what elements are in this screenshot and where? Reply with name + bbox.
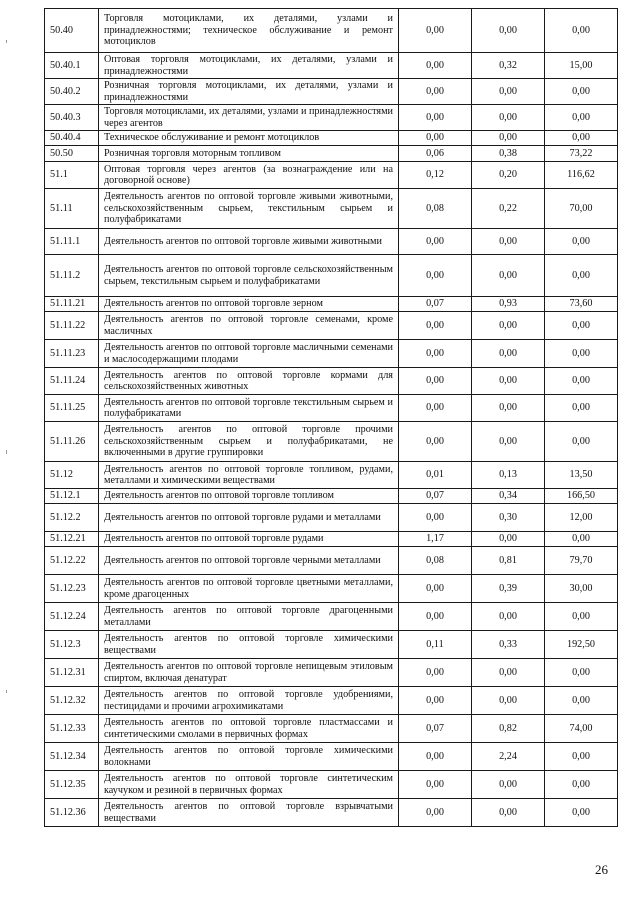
activity-code: 51.11.2 [45,255,99,297]
value-col-1: 0,00 [399,105,472,131]
value-col-1: 0,08 [399,189,472,229]
activity-code: 50.40.4 [45,131,99,146]
value-col-2: 0,00 [472,395,545,422]
value-col-3: 0,00 [545,422,618,462]
activity-code: 51.11.21 [45,297,99,312]
value-col-2: 0,22 [472,189,545,229]
value-col-1: 0,00 [399,53,472,79]
activity-code: 51.11.24 [45,368,99,395]
activity-code: 50.40 [45,9,99,53]
activity-name: Деятельность агентов по оптовой торговле цветными металлами, кроме драгоценных [99,575,399,603]
activity-name: Деятельность агентов по оптовой торговле сельскохозяйственным сырьем, текстильным сырьем и полуфабрикатами [99,255,399,297]
value-col-2: 0,00 [472,105,545,131]
activity-name: Деятельность агентов по оптовой торговле химическими волокнами [99,743,399,771]
table-row [45,771,618,799]
value-col-2: 0,00 [472,687,545,715]
value-col-3: 0,00 [545,687,618,715]
page-number: 26 [595,862,608,877]
activity-code: 51.12 [45,462,99,489]
activity-name: Деятельность агентов по оптовой торговле химическими веществами [99,631,399,659]
activity-code: 51.12.22 [45,547,99,575]
value-col-1: 0,00 [399,312,472,340]
table-row [45,162,618,189]
activity-code: 50.40.1 [45,53,99,79]
value-col-3: 0,00 [545,603,618,631]
value-col-3: 0,00 [545,79,618,105]
value-col-2: 0,00 [472,771,545,799]
value-col-3: 116,62 [545,162,618,189]
activity-name: Деятельность агентов по оптовой торговле семенами, кроме масличных [99,312,399,340]
value-col-2: 0,13 [472,462,545,489]
value-col-1: 0,00 [399,659,472,687]
activity-name: Деятельность агентов по оптовой торговле непищевым этиловым спиртом, включая денатурат [99,659,399,687]
value-col-2: 2,24 [472,743,545,771]
value-col-2: 0,00 [472,532,545,547]
value-col-3: 0,00 [545,340,618,368]
value-col-1: 0,00 [399,422,472,462]
activity-code: 51.12.21 [45,532,99,547]
activity-code: 51.12.33 [45,715,99,743]
activity-code: 51.12.2 [45,504,99,532]
value-col-2: 0,38 [472,146,545,162]
value-col-2: 0,00 [472,603,545,631]
value-col-1: 0,08 [399,547,472,575]
table-row [45,422,618,462]
value-col-2: 0,32 [472,53,545,79]
value-col-2: 0,33 [472,631,545,659]
activity-name: Деятельность агентов по оптовой торговле масличными семенами и маслосодержащими плодами [99,340,399,368]
scan-margin-mark [6,690,7,693]
activity-code: 50.40.2 [45,79,99,105]
activity-name: Деятельность агентов по оптовой торговле прочими сельскохозяйственным сырьем и полуфабрикатами, не включенными в другие группировки [99,422,399,462]
value-col-3: 0,00 [545,532,618,547]
activity-code: 51.1 [45,162,99,189]
value-col-3: 0,00 [545,659,618,687]
value-col-3: 70,00 [545,189,618,229]
activity-name: Розничная торговля мотоциклами, их деталями, узлами и принадлежностями [99,79,399,105]
value-col-2: 0,34 [472,489,545,504]
activity-code: 51.11.23 [45,340,99,368]
activity-code: 51.12.35 [45,771,99,799]
value-col-3: 15,00 [545,53,618,79]
activity-code: 51.12.36 [45,799,99,827]
table-row [45,105,618,131]
value-col-3: 0,00 [545,9,618,53]
scan-margin-mark [6,40,7,43]
value-col-2: 0,00 [472,340,545,368]
table-row [45,146,618,162]
activity-code: 51.12.34 [45,743,99,771]
activity-name: Деятельность агентов по оптовой торговле кормами для сельскохозяйственных животных [99,368,399,395]
table-row [45,575,618,603]
activity-code: 51.12.32 [45,687,99,715]
activity-name: Деятельность агентов по оптовой торговле драгоценными металлами [99,603,399,631]
table-row [45,489,618,504]
activity-name: Деятельность агентов по оптовой торговле зерном [99,297,399,312]
value-col-3: 73,22 [545,146,618,162]
value-col-2: 0,00 [472,255,545,297]
activity-name: Деятельность агентов по оптовой торговле текстильным сырьем и полуфабрикатами [99,395,399,422]
activity-code: 51.12.24 [45,603,99,631]
value-col-1: 0,07 [399,297,472,312]
value-col-1: 0,00 [399,340,472,368]
value-col-3: 12,00 [545,504,618,532]
value-col-1: 0,00 [399,743,472,771]
activity-name: Торговля мотоциклами, их деталями, узлами и принадлежностями; техническое обслуживание и ремонт мотоциклов [99,9,399,53]
table-row [45,603,618,631]
table-row [45,547,618,575]
value-col-3: 73,60 [545,297,618,312]
table-row [45,631,618,659]
activity-name: Деятельность агентов по оптовой торговле живыми животными [99,229,399,255]
activity-code: 51.12.23 [45,575,99,603]
activity-name: Оптовая торговля мотоциклами, их деталями, узлами и принадлежностями [99,53,399,79]
activity-code: 50.40.3 [45,105,99,131]
table-row [45,131,618,146]
value-col-2: 0,20 [472,162,545,189]
activity-code: 51.11.1 [45,229,99,255]
table-row [45,395,618,422]
value-col-1: 0,00 [399,131,472,146]
value-col-1: 0,00 [399,368,472,395]
activity-name: Торговля мотоциклами, их деталями, узлами и принадлежностями через агентов [99,105,399,131]
value-col-2: 0,00 [472,368,545,395]
value-col-2: 0,00 [472,79,545,105]
value-col-1: 0,00 [399,79,472,105]
value-col-1: 0,00 [399,9,472,53]
value-col-1: 0,12 [399,162,472,189]
value-col-3: 166,50 [545,489,618,504]
activity-code: 51.11.25 [45,395,99,422]
table-row [45,799,618,827]
okved-table-body [45,9,618,827]
activity-name: Деятельность агентов по оптовой торговле взрывчатыми веществами [99,799,399,827]
activity-name: Деятельность агентов по оптовой торговле рудами и металлами [99,504,399,532]
activity-code: 51.12.3 [45,631,99,659]
table-row [45,340,618,368]
table-row [45,687,618,715]
value-col-1: 0,00 [399,687,472,715]
activity-name: Деятельность агентов по оптовой торговле топливом, рудами, металлами и химическими веществами [99,462,399,489]
table-row [45,504,618,532]
value-col-3: 0,00 [545,368,618,395]
value-col-1: 0,00 [399,229,472,255]
table-row [45,715,618,743]
value-col-2: 0,00 [472,799,545,827]
value-col-1: 0,07 [399,715,472,743]
value-col-1: 0,00 [399,504,472,532]
okved-table [44,8,618,827]
value-col-2: 0,00 [472,9,545,53]
value-col-1: 0,06 [399,146,472,162]
value-col-3: 0,00 [545,771,618,799]
table-row [45,659,618,687]
activity-name: Деятельность агентов по оптовой торговле рудами [99,532,399,547]
value-col-2: 0,93 [472,297,545,312]
value-col-3: 30,00 [545,575,618,603]
table-row [45,462,618,489]
value-col-2: 0,00 [472,422,545,462]
scan-margin-mark [6,450,7,454]
value-col-2: 0,81 [472,547,545,575]
activity-name: Деятельность агентов по оптовой торговле пластмассами и синтетическими смолами в первичных формах [99,715,399,743]
value-col-1: 0,11 [399,631,472,659]
activity-code: 51.11 [45,189,99,229]
activity-code: 51.12.31 [45,659,99,687]
table-row [45,79,618,105]
value-col-2: 0,00 [472,131,545,146]
value-col-1: 0,00 [399,771,472,799]
activity-code: 51.11.26 [45,422,99,462]
value-col-3: 0,00 [545,105,618,131]
table-row [45,229,618,255]
value-col-2: 0,00 [472,229,545,255]
activity-name: Деятельность агентов по оптовой торговле живыми животными, сельскохозяйственным сырьем, текстильным сырьем и полуфабрикатами [99,189,399,229]
value-col-3: 0,00 [545,799,618,827]
table-row [45,368,618,395]
value-col-2: 0,30 [472,504,545,532]
value-col-3: 0,00 [545,743,618,771]
value-col-2: 0,39 [472,575,545,603]
value-col-3: 0,00 [545,255,618,297]
value-col-3: 79,70 [545,547,618,575]
activity-name: Розничная торговля моторным топливом [99,146,399,162]
value-col-1: 0,01 [399,462,472,489]
value-col-3: 0,00 [545,312,618,340]
value-col-3: 13,50 [545,462,618,489]
table-row [45,312,618,340]
activity-name: Деятельность агентов по оптовой торговле топливом [99,489,399,504]
activity-name: Деятельность агентов по оптовой торговле черными металлами [99,547,399,575]
value-col-1: 0,00 [399,255,472,297]
activity-name: Деятельность агентов по оптовой торговле синтетическим каучуком и резиной в первичных формах [99,771,399,799]
table-row [45,255,618,297]
activity-code: 51.12.1 [45,489,99,504]
table-row [45,189,618,229]
activity-code: 51.11.22 [45,312,99,340]
activity-name: Деятельность агентов по оптовой торговле удобрениями, пестицидами и прочими агрохимикатами [99,687,399,715]
table-row [45,9,618,53]
value-col-3: 74,00 [545,715,618,743]
value-col-1: 1,17 [399,532,472,547]
value-col-3: 0,00 [545,229,618,255]
activity-name: Техническое обслуживание и ремонт мотоциклов [99,131,399,146]
table-row [45,743,618,771]
value-col-1: 0,00 [399,603,472,631]
value-col-3: 0,00 [545,131,618,146]
value-col-1: 0,00 [399,395,472,422]
table-row [45,53,618,79]
value-col-3: 192,50 [545,631,618,659]
activity-name: Оптовая торговля через агентов (за вознаграждение или на договорной основе) [99,162,399,189]
activity-code: 50.50 [45,146,99,162]
value-col-1: 0,07 [399,489,472,504]
value-col-2: 0,82 [472,715,545,743]
table-row [45,297,618,312]
value-col-2: 0,00 [472,659,545,687]
value-col-1: 0,00 [399,575,472,603]
value-col-2: 0,00 [472,312,545,340]
table-row [45,532,618,547]
value-col-1: 0,00 [399,799,472,827]
value-col-3: 0,00 [545,395,618,422]
